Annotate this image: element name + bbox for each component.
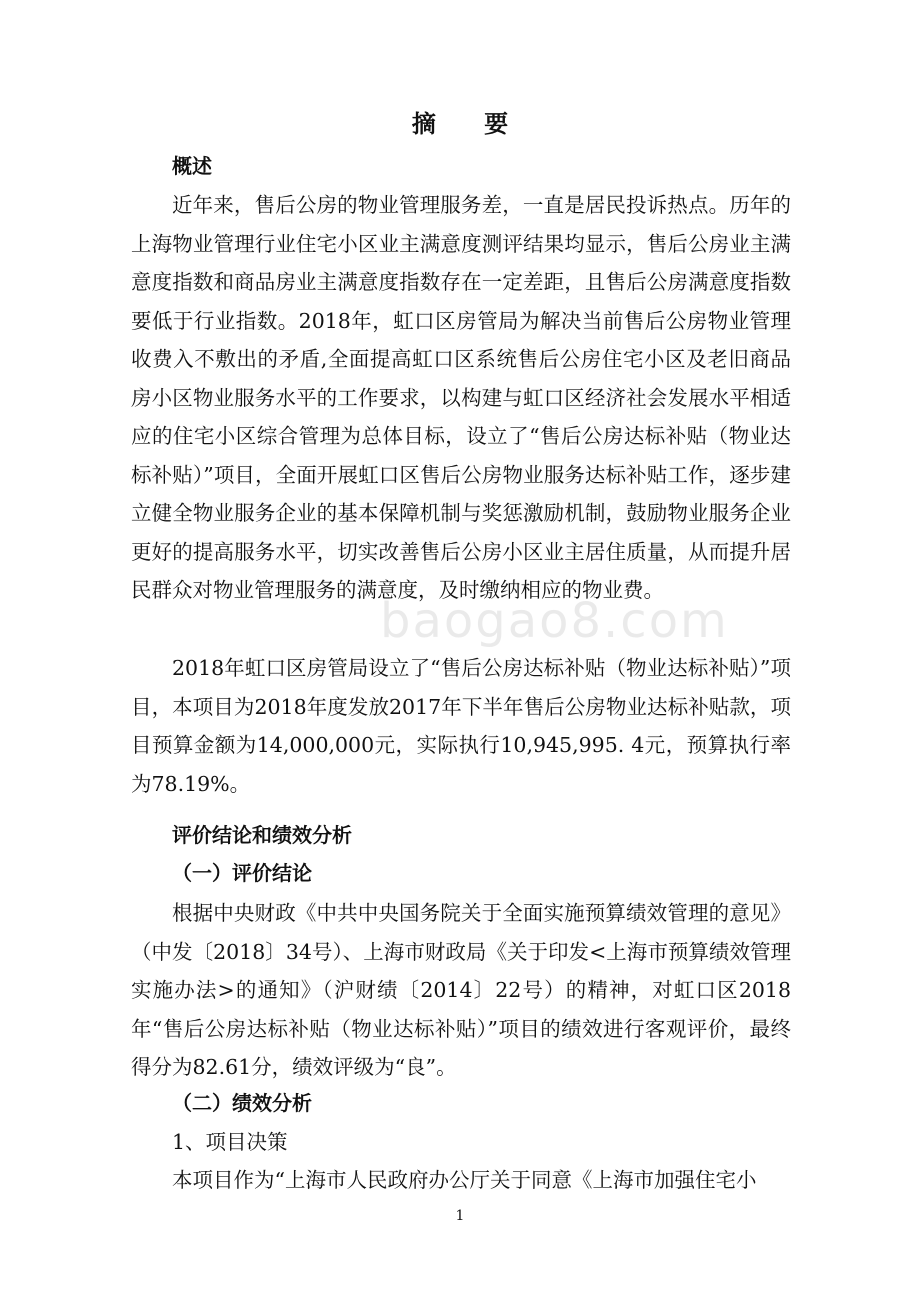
page-title: 摘 要	[411, 110, 529, 138]
evaluation-heading: 评价结论和绩效分析	[172, 823, 352, 847]
conclusion-paragraph: 根据中央财政《中共中央国务院关于全面实施预算绩效管理的意见》（中发〔2018〕34号）、上海市财政局《关于印发<上海市预算绩效管理实施办法>的通知》（沪财绩〔2014〕22号）的精神，对虹口区2018年“售后公房达标补贴（物业达标补贴）”项目的绩效进行客观评价，最终得分为82.61分，绩效评级为“良”。	[131, 901, 791, 1079]
page-number: 1	[455, 1208, 465, 1224]
overview-paragraph-1: 近年来，售后公房的物业管理服务差，一直是居民投诉热点。历年的上海物业管理行业住宅小区业主满意度测评结果均显示，售后公房业主满意度指数和商品房业主满意度指数存在一定差距，且售后公房满意度指数要低于行业指数。2018年，虹口区房管局为解决当前售后公房物业管理收费入不敷出的矛盾,全面提高虹口区系统售后公房住宅小区及老旧商品房小区物业服务水平的工作要求，以构建与虹口区经济社会发展水平相适应的住宅小区综合管理为总体目标，设立了“售后公房达标补贴（物业达标补贴）”项目，全面开展虹口区售后公房物业服务达标补贴工作，逐步建立健全物业服务企业的基本保障机制与奖惩激励机制，鼓励物业服务企业更好的提高服务水平，切实改善售后公房小区业主居住质量，从而提升居民群众对物业管理服务的满意度，及时缴纳相应的物业费。	[131, 193, 791, 602]
conclusion-heading: （一）评价结论	[172, 861, 312, 885]
decision-paragraph: 本项目作为“上海市人民政府办公厅关于同意《上海市加强住宅小	[172, 1168, 757, 1192]
overview-heading: 概述	[172, 154, 212, 178]
watermark: baogao8.com	[380, 593, 729, 649]
analysis-heading: （二）绩效分析	[172, 1091, 312, 1115]
overview-paragraph-2: 2018年虹口区房管局设立了“售后公房达标补贴（物业达标补贴）”项目，本项目为2018年度发放2017年下半年售后公房物业达标补贴款，项目预算金额为14,000,000元，实际执行10,945,995. 4元，预算执行率为78.19%。	[131, 656, 791, 796]
decision-heading: 1、项目决策	[172, 1130, 288, 1154]
